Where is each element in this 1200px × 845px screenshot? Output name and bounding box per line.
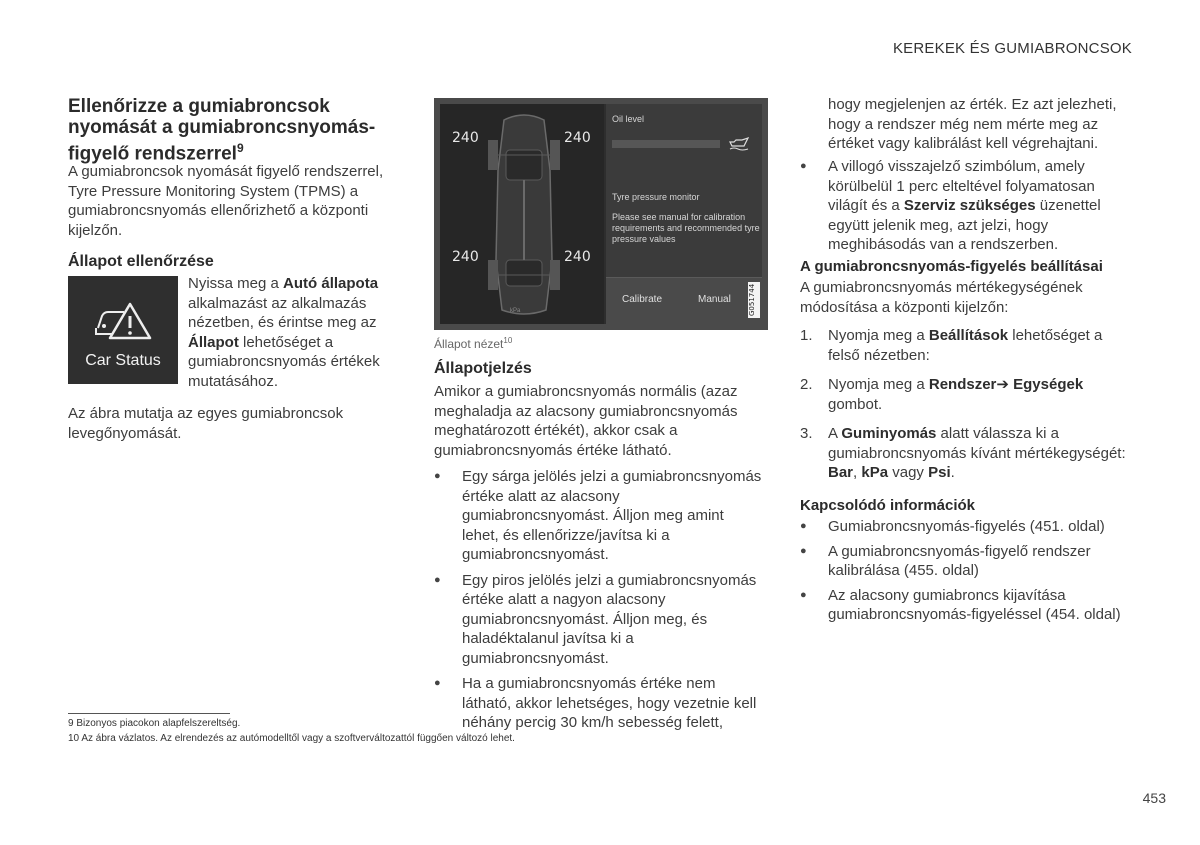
- indication-list-continued: [800, 157, 1135, 255]
- rear-right-pressure: 240: [564, 249, 591, 265]
- settings-heading: A gumiabroncsnyomás-figyelés beállításai: [800, 258, 1103, 275]
- car-tire-panel: [440, 104, 604, 324]
- settings-intro: A gumiabroncsnyomás mértékegységének módosítása a központi kijelzőn:: [800, 279, 1083, 316]
- info-panel: [606, 104, 762, 324]
- section-header: KEREKEK ÉS GUMIABRONCSOK: [892, 40, 1132, 57]
- oil-level-label: Oil level: [612, 114, 645, 124]
- status-instructions: Nyissa meg a Autó állapota alkalmazást az alkalmazás nézetben, és érintse meg az Állapot lehetőséget a gumiabroncsnyomás értékek mutatásához.: [188, 275, 380, 390]
- front-right-pressure: 240: [564, 130, 591, 146]
- status-indication-heading: Állapotjelzés: [434, 360, 532, 377]
- list-item: ● A villogó visszajelző szimbólum, amely körülbelül 1 perc elteltével folyamatosan világít és a Szerviz szükséges üzenettel együtt jelenik meg, azt jelzi, hogy meghibásodás van a rendszerben.: [800, 157, 1135, 255]
- page-title: Ellenőrizze a gumiabroncsok nyomását a gumiabroncsnyomás-figyelő rendszerrel$^9$: [68, 96, 376, 165]
- footnote-9: 9 Bizonyos piacokon alapfelszereltség.: [68, 718, 241, 729]
- tpm-title: Tyre pressure monitor: [612, 192, 700, 202]
- title-footnote-ref: 9: [236, 141, 244, 155]
- status-heading: Állapot ellenőrzése: [68, 253, 214, 270]
- page-number: 453: [1142, 790, 1166, 806]
- related-heading: Kapcsolódó információk: [800, 497, 976, 514]
- continuation-paragraph: hogy megjelenjen az érték. Ez azt jelezheti, hogy a rendszer még nem mérte meg az értéket vagy kalibrálást kell végrehajtani.: [828, 96, 1117, 152]
- calibrate-button[interactable]: Calibrate: [622, 294, 663, 305]
- tpm-message: Please see manual for calibration requirements and recommended tyre pressure values: [612, 212, 760, 244]
- related-link[interactable]: ● Az alacsony gumiabroncs kijavítása gumiabroncsnyomás-figyeléssel (454. oldal): [800, 586, 1135, 625]
- figure-code: G051744: [748, 282, 760, 318]
- step-item: 3. A Guminyomás alatt válassza ki a gumiabroncsnyomás kívánt mértékegységét: Bar, kPa vagy Psi.: [800, 425, 1126, 481]
- front-left-pressure: 240: [452, 130, 479, 146]
- list-item: ● Egy piros jelölés jelzi a gumiabroncsnyomás értéke alatt a nagyon alacsony gumiabroncsnyomást. Álljon meg, és haladéktalanul javítsa ki a gumiabroncsnyomást.: [434, 571, 764, 669]
- intro-paragraph: A gumiabroncsok nyomását figyelő rendszerrel, Tyre Pressure Monitoring System (TPMS) a gumiabroncsnyomás ellenőrizhető a központi kijelzőn.: [68, 163, 384, 239]
- car-status-label: Car Status: [85, 352, 161, 369]
- list-item: ● Egy sárga jelölés jelzi a gumiabroncsnyomás értéke alatt az alacsony gumiabroncsnyomást. Álljon meg amint lehet, és ellenőrizze/javítsa ki a gumiabroncsnyomást.: [434, 467, 764, 565]
- step-item: 1. Nyomja meg a Beállítások lehetőséget a felső nézetben:: [800, 327, 1103, 364]
- figure-caption: Állapot nézet$^{10}$: [434, 336, 513, 351]
- settings-steps: [800, 326, 1135, 483]
- rear-left-pressure: 240: [452, 249, 479, 265]
- related-list: [800, 517, 1135, 625]
- footnote-10: 10 Az ábra vázlatos. Az elrendezés az autómodelltől vagy a szoftverváltozattól függően változó lehet.: [68, 733, 515, 744]
- button-row: [606, 277, 762, 324]
- step-item: 2. Nyomja meg a Rendszer➔ Egységek gombot.: [800, 376, 1084, 413]
- related-link[interactable]: ● A gumiabroncsnyomás-figyelő rendszer kalibrálása (455. oldal): [800, 542, 1135, 581]
- status-view-screenshot: [434, 98, 768, 330]
- status-indication-paragraph: Amikor a gumiabroncsnyomás normális (azaz meghaladja az alacsony gumiabroncsnyomás meghatározott értékét), akkor csak a gumiabroncsnyomás értéke látható.: [434, 383, 738, 459]
- indication-list: [434, 467, 764, 733]
- related-link[interactable]: ● Gumiabroncsnyomás-figyelés (451. oldal): [800, 517, 1135, 537]
- car-warning-icon: [94, 300, 154, 340]
- car-status-tile: [68, 276, 178, 384]
- list-item: ● Ha a gumiabroncsnyomás értéke nem látható, akkor lehetséges, hogy vezetnie kell néhány percig 30 km/h sebesség felett,: [434, 674, 764, 733]
- unit-label: kPa: [510, 308, 521, 314]
- oil-level-bar: [612, 140, 720, 148]
- oil-can-icon: [728, 136, 750, 152]
- footnote-divider: [68, 713, 230, 714]
- manual-button[interactable]: Manual: [698, 294, 731, 305]
- figure-description: Az ábra mutatja az egyes gumiabroncsok levegőnyomását.: [68, 405, 344, 442]
- car-topview-icon: [484, 110, 564, 320]
